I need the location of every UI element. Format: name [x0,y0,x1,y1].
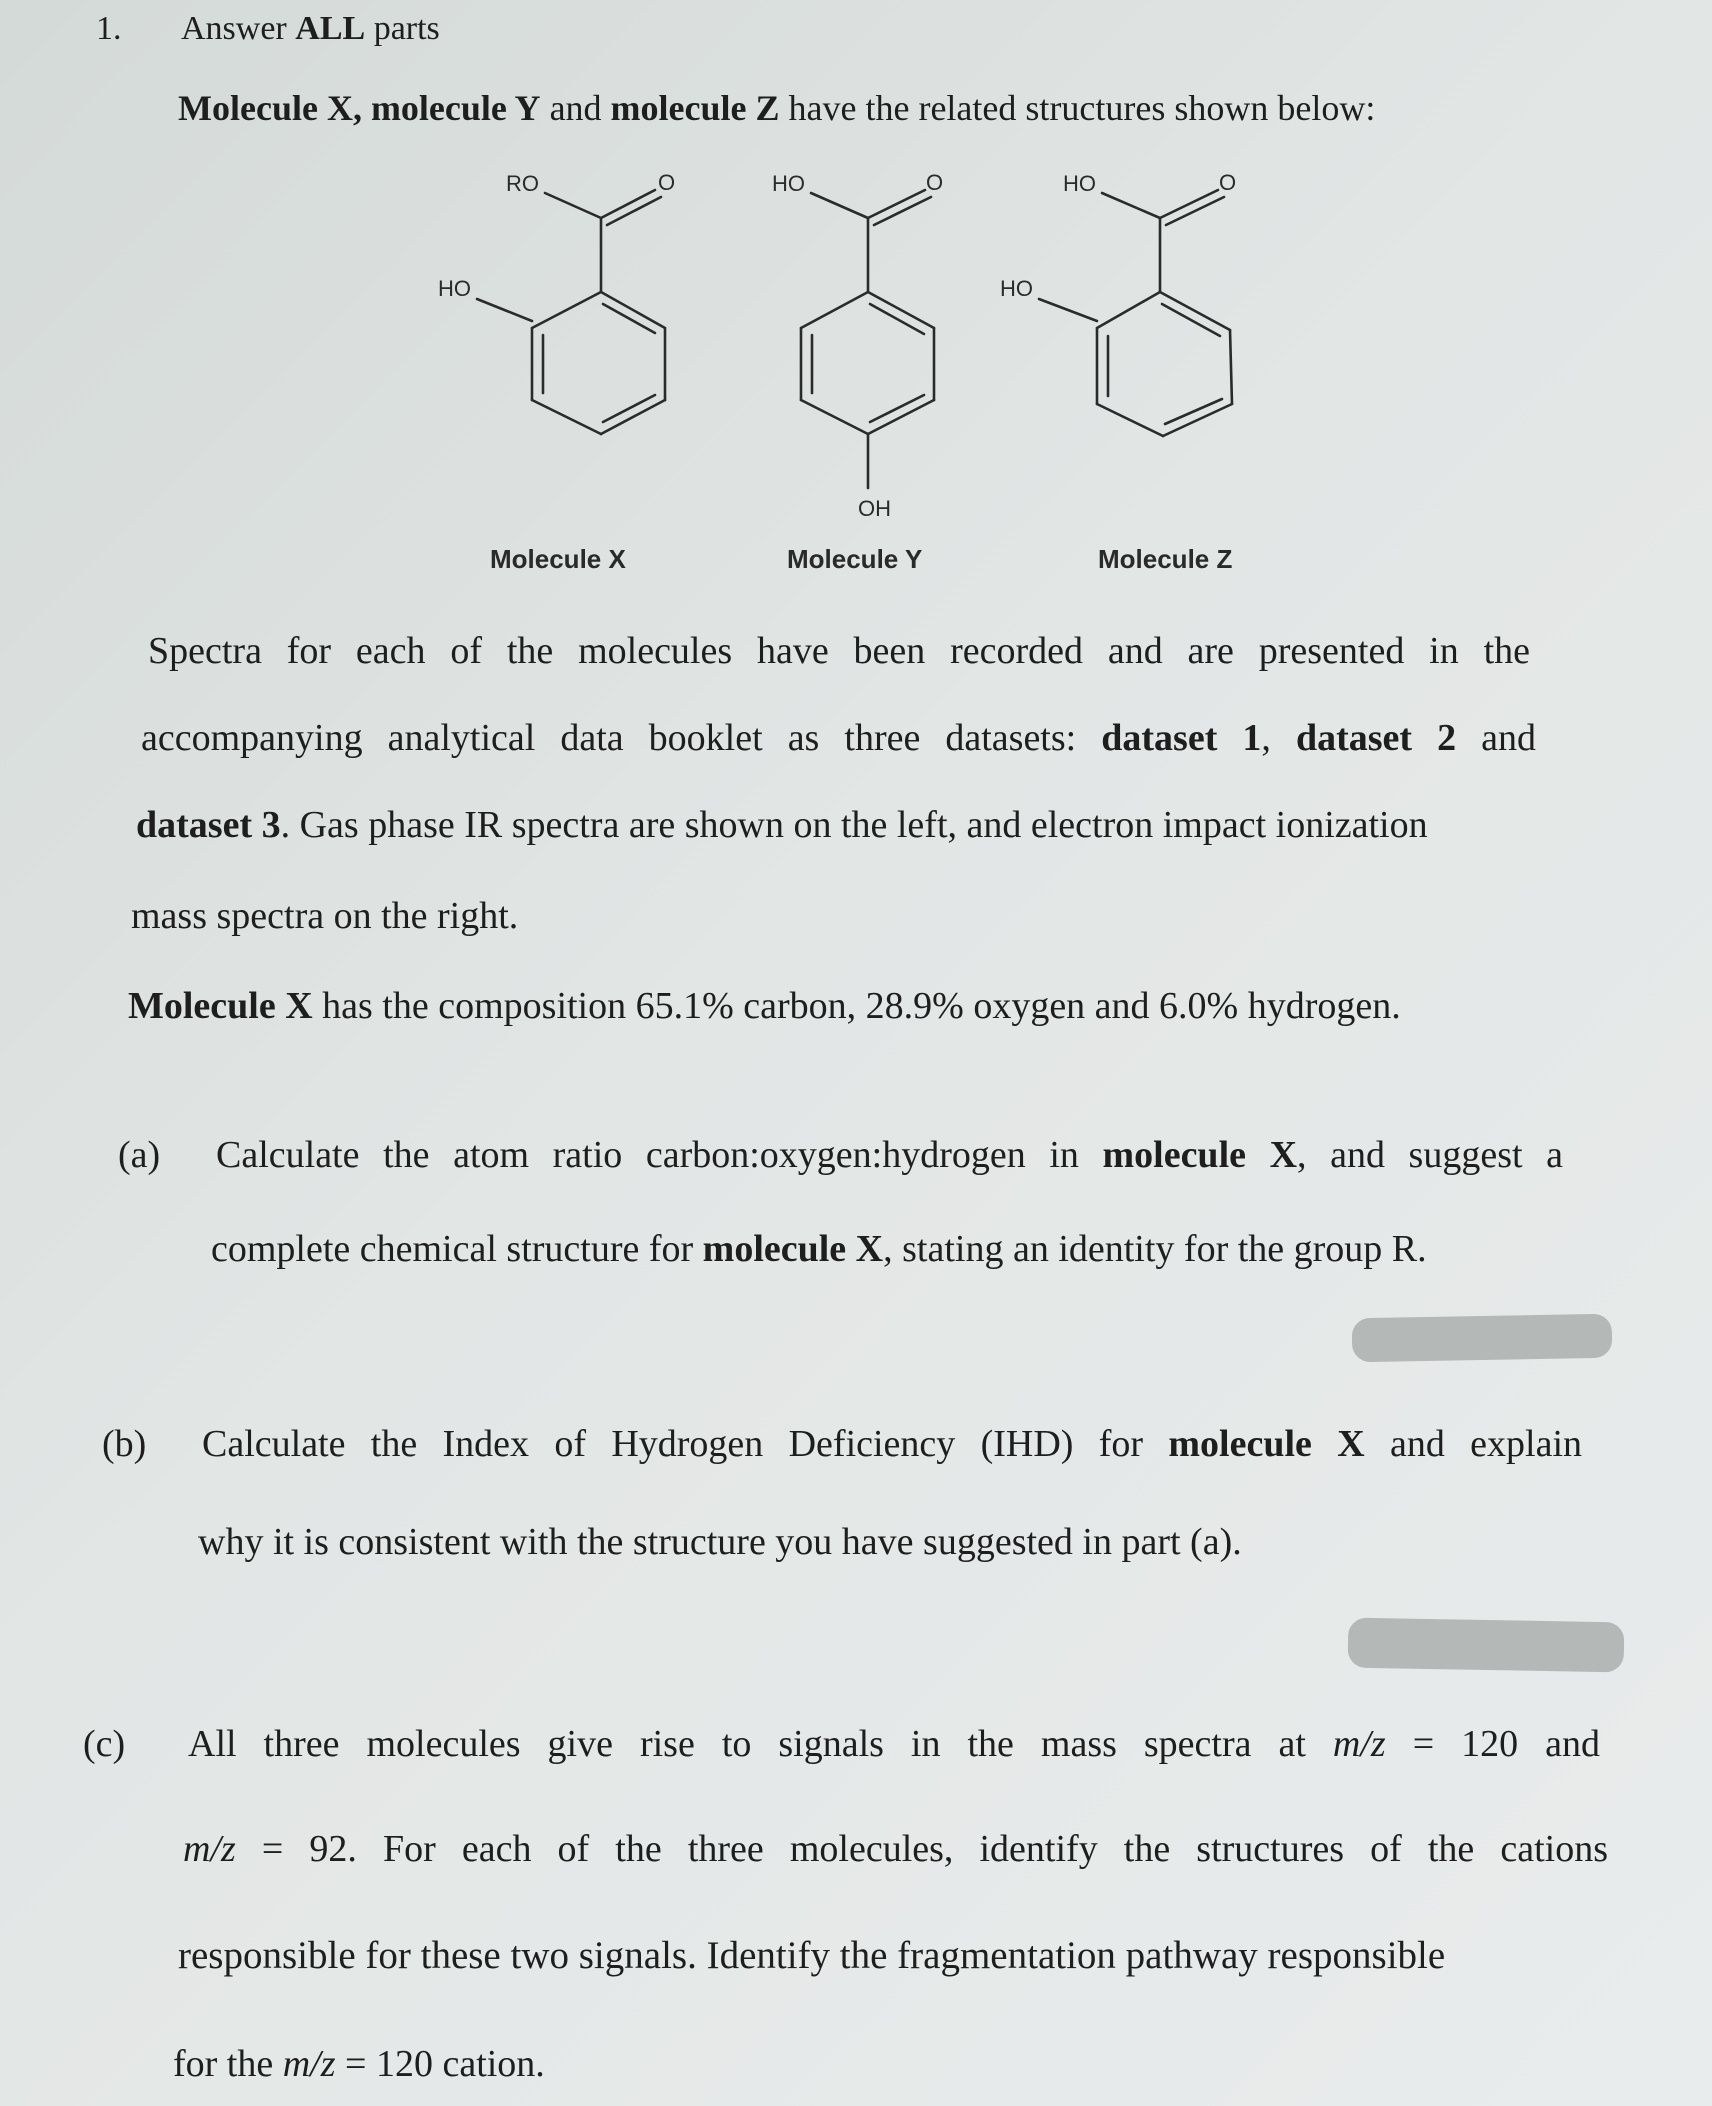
dataset-3: dataset 3 [136,804,281,846]
spectra-line-4: mass spectra on the right. [131,895,519,937]
mol-y-ho: HO [772,171,805,196]
intro-line [178,87,1375,129]
part-a-mol-1: molecule X [1102,1134,1298,1176]
intro-and: and [549,88,602,128]
part-b-line-1-post: and explain [1389,1423,1582,1465]
composition-mol: Molecule X [128,985,313,1027]
mol-x-ro: RO [506,171,539,196]
mol-x-o: O [658,170,676,195]
spectra-comma: , [1261,717,1271,759]
intro-mol-x: Molecule X, [178,88,362,128]
part-c-label: (c) [83,1723,126,1765]
part-a-line-2 [211,1227,1427,1271]
molecule-y-structure [772,170,943,521]
dataset-2: dataset 2 [1295,717,1457,759]
question-number: 1. [96,10,122,47]
part-a-line-1-pre: Calculate the atom ratio carbon:oxygen:hydrogen in [216,1134,1079,1176]
mol-z-ho-top: HO [1063,171,1096,196]
dataset-1: dataset 1 [1101,717,1262,759]
part-a-mol-2: molecule X [702,1228,884,1270]
part-b-line-2: why it is consistent with the structure you have suggested in part (a). [198,1521,1242,1563]
mol-x-ho: HO [438,276,471,301]
spectra-and: and [1481,717,1537,759]
part-c-line-1 [188,1722,1600,1766]
part-c-mz-1: m/z [1332,1723,1386,1765]
mol-y-o: O [926,170,944,195]
composition-rest: has the composition 65.1% carbon, 28.9% oxygen and 6.0% hydrogen. [322,985,1401,1027]
mol-z-o: O [1219,170,1237,195]
part-a-line-2-post: , stating an identity for the group R. [883,1228,1427,1270]
part-b-label: (b) [102,1423,147,1465]
part-c-line-4 [173,2042,545,2086]
part-b-line-1-pre: Calculate the Index of Hydrogen Deficiency (IHD) for [202,1423,1144,1465]
spectra-line-2 [141,716,1536,760]
redacted-marks-a [1352,1314,1613,1363]
spectra-line-3-rest: . Gas phase IR spectra are shown on the left, and electron impact ionization [280,804,1428,846]
part-c-line-3: responsible for these two signals. Identify the fragmentation pathway responsible [178,1934,1446,1977]
part-a-label: (a) [118,1134,161,1176]
intro-mol-y: molecule Y [370,88,541,128]
instruction-bold: ALL [295,10,366,47]
molecule-z-structure [1000,170,1236,436]
spectra-line-1: Spectra for each of the molecules have been recorded and are presented in the [148,630,1530,672]
part-a-line-2-pre: complete chemical structure for [211,1228,694,1270]
part-b-line-1 [202,1422,1582,1466]
part-b-mol: molecule X [1168,1423,1365,1465]
composition-line [128,984,1401,1028]
part-a-line-1 [216,1133,1563,1177]
molecule-x-label: Molecule X [490,544,626,574]
molecule-y-label: Molecule Y [787,544,923,574]
mol-y-oh: OH [858,496,891,521]
part-c-mz-2: m/z [183,1828,236,1870]
part-a-line-1-post: , and suggest a [1297,1134,1563,1176]
mol-z-ho-side: HO [1000,276,1033,301]
part-c-mz-3: m/z [282,2043,336,2085]
part-c-line-1-post: = 120 and [1412,1723,1601,1765]
spectra-line-2-pre: accompanying analytical data booklet as three datasets: [141,717,1077,759]
instruction-post: parts [365,10,440,47]
redacted-marks-b [1348,1618,1625,1673]
molecule-x-structure [438,170,675,434]
part-c-line-4-pre: for the [173,2043,274,2085]
spectra-line-3 [136,803,1428,847]
intro-rest: have the related structures shown below: [788,88,1376,128]
part-c-line-2 [183,1827,1608,1871]
part-c-line-2-post: = 92. For each of the three molecules, identify the structures of the cations [261,1828,1608,1870]
molecule-z-label: Molecule Z [1098,544,1233,574]
instruction-pre: Answer [181,10,296,47]
instruction [181,10,440,48]
intro-mol-z: molecule Z [610,88,780,128]
part-c-line-1-pre: All three molecules give rise to signals in the mass spectra at [188,1723,1306,1765]
part-c-line-4-post: = 120 cation. [345,2043,545,2085]
